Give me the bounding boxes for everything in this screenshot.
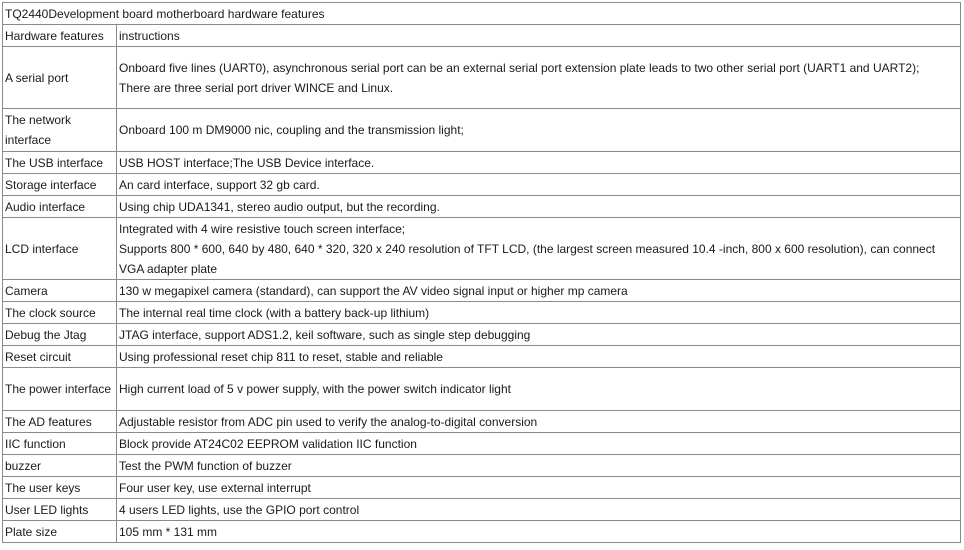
table-row <box>3 109 961 152</box>
table-row <box>3 346 961 368</box>
description-cell: Onboard 100 m DM9000 nic, coupling and the transmission light; <box>117 109 961 152</box>
description-cell: Block provide AT24C02 EEPROM validation IIC function <box>117 433 961 455</box>
table-header-row <box>3 25 961 47</box>
table-row <box>3 218 961 280</box>
table-row <box>3 280 961 302</box>
feature-cell: The USB interface <box>3 152 117 174</box>
feature-cell: Camera <box>3 280 117 302</box>
feature-cell: The user keys <box>3 477 117 499</box>
description-cell: 105 mm * 131 mm <box>117 521 961 543</box>
feature-cell: Debug the Jtag <box>3 324 117 346</box>
description-cell: Onboard five lines (UART0), asynchronous serial port can be an external serial port extension plate leads to two other serial port (UART1 and UART2); There are three serial port driver WINCE and Linux. <box>117 47 961 109</box>
hardware-features-table <box>2 2 961 543</box>
feature-cell: Storage interface <box>3 174 117 196</box>
table-title: TQ2440Development board motherboard hardware features <box>3 3 961 25</box>
feature-cell: Plate size <box>3 521 117 543</box>
description-cell: An card interface, support 32 gb card. <box>117 174 961 196</box>
description-cell: 4 users LED lights, use the GPIO port control <box>117 499 961 521</box>
feature-cell: A serial port <box>3 47 117 109</box>
feature-cell: The AD features <box>3 411 117 433</box>
table-row <box>3 196 961 218</box>
feature-cell: The power interface <box>3 368 117 411</box>
feature-cell: IIC function <box>3 433 117 455</box>
description-cell: JTAG interface, support ADS1.2, keil software, such as single step debugging <box>117 324 961 346</box>
description-cell: Test the PWM function of buzzer <box>117 455 961 477</box>
table-row <box>3 47 961 109</box>
description-cell: High current load of 5 v power supply, with the power switch indicator light <box>117 368 961 411</box>
description-cell: Integrated with 4 wire resistive touch screen interface; Supports 800 * 600, 640 by 480, 640 * 320, 320 x 240 resolution of TFT LCD, (the largest screen measured 10.4 -inch, 800 x 600 resolution), can connect VGA adapter plate <box>117 218 961 280</box>
table-row <box>3 433 961 455</box>
table-row <box>3 477 961 499</box>
table-row <box>3 499 961 521</box>
feature-cell: The clock source <box>3 302 117 324</box>
feature-cell: The network interface <box>3 109 117 152</box>
table-title-row <box>3 3 961 25</box>
description-cell: Four user key, use external interrupt <box>117 477 961 499</box>
header-instructions: instructions <box>117 25 961 47</box>
feature-cell: Reset circuit <box>3 346 117 368</box>
description-cell: Using professional reset chip 811 to reset, stable and reliable <box>117 346 961 368</box>
table-row <box>3 411 961 433</box>
description-cell: Using chip UDA1341, stereo audio output, but the recording. <box>117 196 961 218</box>
header-hardware-features: Hardware features <box>3 25 117 47</box>
feature-cell: User LED lights <box>3 499 117 521</box>
table-row <box>3 174 961 196</box>
description-cell: Adjustable resistor from ADC pin used to verify the analog-to-digital conversion <box>117 411 961 433</box>
table-row <box>3 455 961 477</box>
description-cell: USB HOST interface;The USB Device interface. <box>117 152 961 174</box>
table-row <box>3 324 961 346</box>
table-row <box>3 152 961 174</box>
description-cell: The internal real time clock (with a battery back-up lithium) <box>117 302 961 324</box>
description-cell: 130 w megapixel camera (standard), can support the AV video signal input or higher mp camera <box>117 280 961 302</box>
table-row <box>3 368 961 411</box>
table-row <box>3 521 961 543</box>
feature-cell: buzzer <box>3 455 117 477</box>
table-row <box>3 302 961 324</box>
feature-cell: Audio interface <box>3 196 117 218</box>
feature-cell: LCD interface <box>3 218 117 280</box>
